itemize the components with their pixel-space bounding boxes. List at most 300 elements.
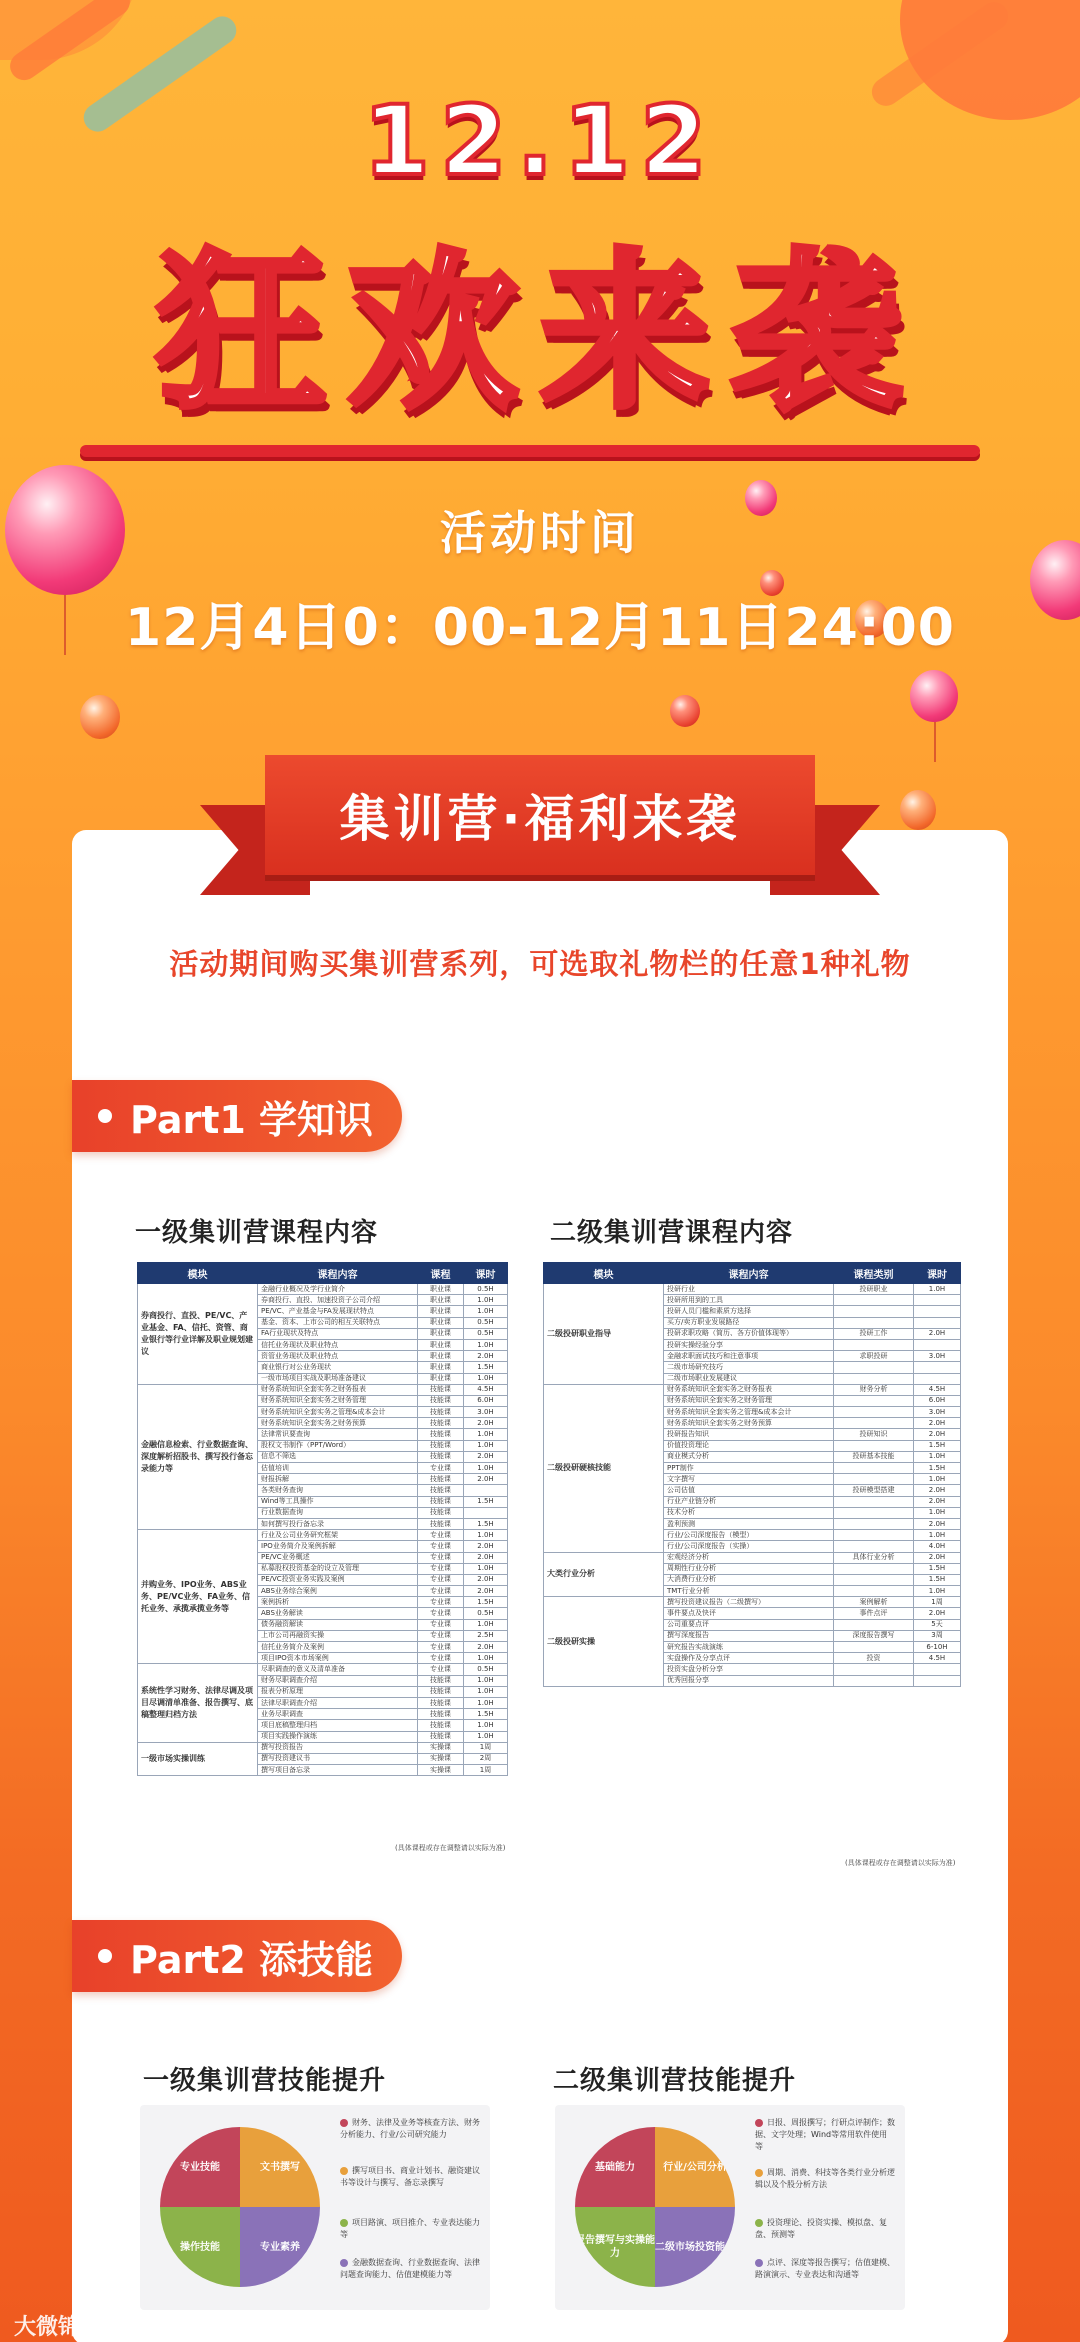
course-content-cell: 项目IPO资本市场案例 — [258, 1653, 418, 1664]
course-hours-cell: 0.5H — [464, 1608, 508, 1619]
course-content-cell: 信托业务简介及案例 — [258, 1642, 418, 1653]
course-content-cell: 行业数据查询 — [258, 1507, 418, 1518]
course-hours-cell: 2.0H — [464, 1451, 508, 1462]
skill-description: 日报、周报撰写；行研点评制作；数据、文字处理；Wind等常用软件使用等 — [755, 2118, 895, 2151]
course-content-cell: 研究报告实战演练 — [664, 1642, 834, 1653]
level2-course-title: 二级集训营课程内容 — [550, 1218, 794, 1248]
course-type-cell: 技能课 — [418, 1731, 464, 1742]
level1-skill-title: 一级集训营技能提升 — [143, 2066, 387, 2096]
skill-description: 周期、消费、科技等各类行业分析逻辑以及个股分析方法 — [755, 2168, 895, 2189]
level1-course-table — [137, 1262, 508, 1776]
course-hours-cell — [914, 1373, 961, 1384]
course-content-cell: 技术分析 — [664, 1507, 834, 1518]
course-type-cell: 实操课 — [418, 1765, 464, 1776]
course-content-cell: 财务系统知识全套实务之财务报表 — [664, 1384, 834, 1395]
course-hours-cell: 1.0H — [914, 1474, 961, 1485]
part1-tab-label: Part1 学知识 — [130, 1097, 374, 1142]
table-header: 课时 — [914, 1263, 961, 1284]
course-hours-cell — [914, 1339, 961, 1350]
course-type-cell: 职业课 — [418, 1284, 464, 1295]
bullet-dot — [98, 1949, 112, 1963]
course-hours-cell: 2.0H — [914, 1418, 961, 1429]
level1-course-title: 一级集训营课程内容 — [135, 1218, 379, 1248]
course-content-cell: 债务融资解读 — [258, 1619, 418, 1630]
course-content-cell: 估值培训 — [258, 1463, 418, 1474]
course-hours-cell: 1.0H — [464, 1440, 508, 1451]
course-type-cell — [834, 1586, 914, 1597]
course-hours-cell: 1.0H — [464, 1463, 508, 1474]
course-type-cell: 技能课 — [418, 1474, 464, 1485]
course-content-cell: 财务系统知识全套实务之管理&成本会计 — [664, 1407, 834, 1418]
ribbon-banner — [0, 745, 1080, 915]
skill-description: 点评、深度等报告撰写；估值建模、路演演示、专业表达和沟通等 — [755, 2258, 895, 2279]
course-hours-cell: 0.5H — [464, 1317, 508, 1328]
course-hours-cell: 1.5H — [914, 1463, 961, 1474]
course-content-cell: 报表分析原理 — [258, 1686, 418, 1697]
course-content-cell: 投研实操经验分享 — [664, 1339, 834, 1350]
course-type-cell: 职业课 — [418, 1373, 464, 1384]
course-hours-cell: 2.0H — [464, 1541, 508, 1552]
course-hours-cell: 1.5H — [464, 1709, 508, 1720]
course-type-cell: 专业课 — [418, 1619, 464, 1630]
course-type-cell: 技能课 — [418, 1507, 464, 1518]
course-hours-cell: 1.5H — [914, 1440, 961, 1451]
course-hours-cell: 3.0H — [464, 1407, 508, 1418]
course-content-cell: 商业模式分析 — [664, 1451, 834, 1462]
course-content-cell: 私募股权投资基金的设立及管理 — [258, 1563, 418, 1574]
course-content-cell: 金融求职面试技巧和注意事项 — [664, 1351, 834, 1362]
course-type-cell: 技能课 — [418, 1440, 464, 1451]
course-hours-cell: 6.0H — [914, 1395, 961, 1406]
course-type-cell: 技能课 — [418, 1675, 464, 1686]
course-hours-cell: 2.0H — [914, 1518, 961, 1529]
course-hours-cell: 1.0H — [464, 1530, 508, 1541]
course-hours-cell: 1.0H — [464, 1295, 508, 1306]
course-content-cell: 金融行业概况及学行业简介 — [258, 1284, 418, 1295]
course-content-cell: 尽职调查的意义及清单准备 — [258, 1664, 418, 1675]
course-hours-cell — [914, 1675, 961, 1686]
course-hours-cell: 2.0H — [464, 1418, 508, 1429]
course-content-cell: 事件要点及快评 — [664, 1608, 834, 1619]
quadrant-document-writing: 文书撰写 — [240, 2127, 320, 2207]
course-type-cell: 技能课 — [418, 1429, 464, 1440]
course-hours-cell: 2.5H — [464, 1630, 508, 1641]
course-content-cell: 财务系统知识全套实务之财务管理 — [258, 1395, 418, 1406]
module-cell: 金融信息检索、行业数据查询、深度解析招股书、撰写投行备忘录能力等 — [138, 1384, 258, 1529]
course-content-cell: 行业/公司深度报告（模型） — [664, 1530, 834, 1541]
course-type-cell: 财务分析 — [834, 1384, 914, 1395]
module-cell: 二级投研职业指导 — [544, 1284, 664, 1385]
skill-description: 财务、法律及业务等核查方法、财务分析能力、行业/公司研究能力 — [340, 2118, 480, 2139]
course-type-cell: 职业课 — [418, 1362, 464, 1373]
course-hours-cell — [914, 1306, 961, 1317]
course-content-cell: 投研行业 — [664, 1284, 834, 1295]
balloon-icon — [910, 670, 958, 722]
course-type-cell: 投研职业 — [834, 1284, 914, 1295]
module-cell: 系统性学习财务、法律尽调及项目尽调清单准备、报告撰写、底稿整理归档方法 — [138, 1664, 258, 1742]
course-type-cell: 专业课 — [418, 1608, 464, 1619]
quadrant-report-writing: 报告撰写与实操能力 — [575, 2207, 655, 2287]
course-hours-cell: 1.0H — [914, 1507, 961, 1518]
title-underline — [80, 445, 980, 457]
course-type-cell — [834, 1362, 914, 1373]
course-content-cell: 宏观经济分析 — [664, 1552, 834, 1563]
course-hours-cell: 2.0H — [914, 1485, 961, 1496]
course-type-cell: 职业课 — [418, 1317, 464, 1328]
course-content-cell: 买方/卖方职业发展路径 — [664, 1317, 834, 1328]
course-type-cell — [834, 1440, 914, 1451]
course-type-cell: 专业课 — [418, 1597, 464, 1608]
course-hours-cell: 1.0H — [914, 1284, 961, 1295]
module-cell: 二级投研实操 — [544, 1597, 664, 1687]
course-content-cell: 案例拆析 — [258, 1597, 418, 1608]
course-type-cell: 专业课 — [418, 1586, 464, 1597]
course-content-cell: 财务系统知识全套实务之财务管理 — [664, 1395, 834, 1406]
course-content-cell: 法律尽职调查介绍 — [258, 1697, 418, 1708]
course-hours-cell: 5天 — [914, 1619, 961, 1630]
level2-course-table — [543, 1262, 961, 1687]
course-type-cell: 投资 — [834, 1653, 914, 1664]
course-type-cell — [834, 1474, 914, 1485]
course-hours-cell: 4.5H — [464, 1384, 508, 1395]
course-hours-cell: 1.0H — [464, 1429, 508, 1440]
course-hours-cell: 1.5H — [914, 1574, 961, 1585]
quadrant-professional-quality: 专业素养 — [240, 2207, 320, 2287]
course-hours-cell: 6.0H — [464, 1395, 508, 1406]
course-content-cell: 投研报告知识 — [664, 1429, 834, 1440]
course-hours-cell: 4.5H — [914, 1384, 961, 1395]
quadrant-basic-ability: 基础能力 — [575, 2127, 655, 2207]
course-type-cell — [834, 1496, 914, 1507]
quadrant-operation-skill: 操作技能 — [160, 2207, 240, 2287]
course-type-cell: 技能课 — [418, 1395, 464, 1406]
course-hours-cell: 2.0H — [464, 1586, 508, 1597]
course-hours-cell: 1.0H — [464, 1720, 508, 1731]
main-title: 狂欢来袭 — [155, 234, 924, 432]
table-header: 模块 — [544, 1263, 664, 1284]
course-content-cell: 财务系统知识全套实务之管理&成本会计 — [258, 1407, 418, 1418]
course-type-cell: 投研知识 — [834, 1429, 914, 1440]
table-row — [544, 1384, 961, 1395]
course-hours-cell: 4.5H — [914, 1653, 961, 1664]
balloon-icon — [670, 695, 700, 727]
course-type-cell — [834, 1295, 914, 1306]
course-type-cell: 技能课 — [418, 1418, 464, 1429]
course-content-cell: 大消费行业分析 — [664, 1574, 834, 1585]
course-type-cell: 专业课 — [418, 1664, 464, 1675]
course-hours-cell: 2.0H — [464, 1474, 508, 1485]
course-type-cell: 具体行业分析 — [834, 1552, 914, 1563]
table-header: 模块 — [138, 1263, 258, 1284]
course-type-cell: 专业课 — [418, 1552, 464, 1563]
course-hours-cell: 1.0H — [914, 1451, 961, 1462]
course-hours-cell: 2.0H — [914, 1429, 961, 1440]
course-content-cell: 如何撰写投行备忘录 — [258, 1518, 418, 1529]
course-type-cell — [834, 1507, 914, 1518]
table-note: (具体课程或存在调整请以实际为准) — [395, 1844, 506, 1852]
ribbon-title: 集训营·福利来袭 — [265, 755, 815, 875]
course-hours-cell: 4.0H — [914, 1541, 961, 1552]
module-cell: 大类行业分析 — [544, 1552, 664, 1597]
course-hours-cell: 2.0H — [914, 1552, 961, 1563]
course-hours-cell: 2周 — [464, 1753, 508, 1764]
course-hours-cell: 1.0H — [464, 1697, 508, 1708]
course-content-cell: 信息不筛选 — [258, 1451, 418, 1462]
quadrant-secondary-investment: 二级市场投资能力 — [655, 2207, 735, 2287]
level1-skill-diagram — [140, 2105, 490, 2310]
course-type-cell: 技能课 — [418, 1518, 464, 1529]
course-type-cell: 专业课 — [418, 1530, 464, 1541]
module-cell: 二级投研硬核技能 — [544, 1384, 664, 1552]
course-hours-cell: 1.5H — [464, 1597, 508, 1608]
table-row — [544, 1597, 961, 1608]
course-type-cell: 技能课 — [418, 1697, 464, 1708]
course-hours-cell: 1.0H — [914, 1586, 961, 1597]
course-type-cell: 专业课 — [418, 1653, 464, 1664]
course-type-cell: 技能课 — [418, 1384, 464, 1395]
course-content-cell: ABS业务解读 — [258, 1608, 418, 1619]
course-hours-cell — [464, 1485, 508, 1496]
course-type-cell: 专业课 — [418, 1463, 464, 1474]
course-content-cell: 投资实盘分析分享 — [664, 1664, 834, 1675]
course-content-cell: 信托业务现状及职业特点 — [258, 1339, 418, 1350]
table-row — [138, 1664, 508, 1675]
course-content-cell: 实盘操作及分享点评 — [664, 1653, 834, 1664]
part2-tab — [72, 1920, 402, 1992]
course-type-cell — [834, 1541, 914, 1552]
course-type-cell: 专业课 — [418, 1630, 464, 1641]
module-cell: 并购业务、IPO业务、ABS业务、PE/VC业务、FA业务、信托业务、承揽承揽业务等 — [138, 1530, 258, 1664]
course-hours-cell: 2.0H — [914, 1328, 961, 1339]
skill-pie — [575, 2127, 735, 2287]
course-type-cell: 技能课 — [418, 1496, 464, 1507]
course-content-cell: 项目实践操作演练 — [258, 1731, 418, 1742]
course-content-cell: 业务尽职调查 — [258, 1709, 418, 1720]
course-hours-cell: 1周 — [914, 1597, 961, 1608]
course-content-cell: 行业及公司业务研究框架 — [258, 1530, 418, 1541]
part2-tab-label: Part2 添技能 — [130, 1937, 374, 1982]
course-content-cell: 资管业务现状及职业特点 — [258, 1351, 418, 1362]
course-type-cell — [834, 1418, 914, 1429]
course-content-cell: 财务系统知识全套实务之财务预算 — [258, 1418, 418, 1429]
course-type-cell: 专业课 — [418, 1574, 464, 1585]
table-header: 课程 — [418, 1263, 464, 1284]
course-hours-cell: 1周 — [464, 1742, 508, 1753]
course-type-cell: 职业课 — [418, 1295, 464, 1306]
course-type-cell — [834, 1619, 914, 1630]
course-hours-cell: 0.5H — [464, 1328, 508, 1339]
course-content-cell: PE/VC、产业基金与FA发展现状特点 — [258, 1306, 418, 1317]
event-time-label: 活动时间 — [440, 506, 640, 560]
course-content-cell: PPT制作 — [664, 1463, 834, 1474]
course-hours-cell: 0.5H — [464, 1664, 508, 1675]
course-content-cell: 项目底稿整理归档 — [258, 1720, 418, 1731]
course-hours-cell: 1.0H — [464, 1306, 508, 1317]
quadrant-industry-analysis: 行业/公司分析 — [655, 2127, 735, 2207]
course-hours-cell: 0.5H — [464, 1284, 508, 1295]
course-content-cell: 财务尽职调查介绍 — [258, 1675, 418, 1686]
course-hours-cell: 1.0H — [464, 1731, 508, 1742]
course-type-cell: 职业课 — [418, 1339, 464, 1350]
course-hours-cell: 1.5H — [464, 1518, 508, 1529]
course-content-cell: 财务系统知识全套实务之财务报表 — [258, 1384, 418, 1395]
table-header: 课程类别 — [834, 1263, 914, 1284]
course-type-cell — [834, 1675, 914, 1686]
table-header: 课程内容 — [258, 1263, 418, 1284]
course-type-cell — [834, 1530, 914, 1541]
course-content-cell: 撰写深度报告 — [664, 1630, 834, 1641]
course-type-cell: 职业课 — [418, 1351, 464, 1362]
quadrant-professional-skill: 专业技能 — [160, 2127, 240, 2207]
course-type-cell: 技能课 — [418, 1407, 464, 1418]
course-type-cell: 实操课 — [418, 1753, 464, 1764]
course-hours-cell: 3.0H — [914, 1407, 961, 1418]
course-type-cell — [834, 1518, 914, 1529]
course-type-cell: 案例解析 — [834, 1597, 914, 1608]
skill-description: 撰写项目书、商业计划书、融资建议书等设计与撰写、备忘录撰写 — [340, 2166, 480, 2187]
course-type-cell: 专业课 — [418, 1642, 464, 1653]
course-hours-cell: 1周 — [464, 1765, 508, 1776]
course-hours-cell — [914, 1295, 961, 1306]
course-hours-cell — [914, 1362, 961, 1373]
skill-description: 金融数据查询、行业数据查询、法律问题查询能力、估值建模能力等 — [340, 2258, 480, 2279]
course-content-cell: FA行业现状及特点 — [258, 1328, 418, 1339]
table-row — [544, 1552, 961, 1563]
course-content-cell: 基金、资本、上市公司的相互关联特点 — [258, 1317, 418, 1328]
course-hours-cell — [464, 1507, 508, 1518]
course-type-cell: 事件点评 — [834, 1608, 914, 1619]
course-content-cell: 各类财务查询 — [258, 1485, 418, 1496]
skill-description: 投资理论、投资实操、模拟盘、复盘、预测等 — [755, 2218, 887, 2239]
course-content-cell: Wind等工具操作 — [258, 1496, 418, 1507]
balloon-icon — [80, 695, 120, 739]
course-hours-cell: 1.5H — [464, 1496, 508, 1507]
course-content-cell: 投研人员门槛和素质方选择 — [664, 1306, 834, 1317]
course-type-cell: 技能课 — [418, 1485, 464, 1496]
table-row — [138, 1530, 508, 1541]
course-content-cell: 行业产业链分析 — [664, 1496, 834, 1507]
part1-tab — [72, 1080, 402, 1152]
course-content-cell: 商业银行对公业务现状 — [258, 1362, 418, 1373]
course-type-cell: 求职投研 — [834, 1351, 914, 1362]
course-type-cell: 投研工作 — [834, 1328, 914, 1339]
table-note: (具体课程或存在调整请以实际为准) — [845, 1859, 956, 1867]
table-header: 课时 — [464, 1263, 508, 1284]
course-content-cell: 一级市场项目实战及职场准备建议 — [258, 1373, 418, 1384]
course-type-cell: 实操课 — [418, 1742, 464, 1753]
course-type-cell: 技能课 — [418, 1709, 464, 1720]
course-type-cell: 专业课 — [418, 1541, 464, 1552]
course-type-cell — [834, 1407, 914, 1418]
course-hours-cell — [914, 1317, 961, 1328]
course-type-cell — [834, 1664, 914, 1675]
table-row — [544, 1284, 961, 1295]
level2-skill-title: 二级集训营技能提升 — [553, 2066, 797, 2096]
promo-intro-text: 活动期间购买集训营系列，可选取礼物栏的任意1种礼物 — [169, 947, 911, 981]
table-row — [138, 1284, 508, 1295]
course-hours-cell: 1.0H — [464, 1563, 508, 1574]
course-type-cell: 专业课 — [418, 1563, 464, 1574]
table-row — [138, 1384, 508, 1395]
course-hours-cell: 3.0H — [914, 1351, 961, 1362]
course-type-cell: 职业课 — [418, 1306, 464, 1317]
course-content-cell: 盈利预测 — [664, 1518, 834, 1529]
course-type-cell — [834, 1306, 914, 1317]
bullet-dot — [98, 1109, 112, 1123]
course-type-cell: 技能课 — [418, 1451, 464, 1462]
course-hours-cell: 2.0H — [464, 1574, 508, 1585]
watermark-logo: 大微锦囊 — [14, 2315, 103, 2340]
course-content-cell: 价值投资理论 — [664, 1440, 834, 1451]
course-content-cell: 公司重要点评 — [664, 1619, 834, 1630]
course-hours-cell: 1.0H — [464, 1686, 508, 1697]
course-content-cell: 撰写投资建议书 — [258, 1753, 418, 1764]
module-cell: 一级市场实操训练 — [138, 1742, 258, 1776]
course-type-cell: 深度报告撰写 — [834, 1630, 914, 1641]
course-content-cell: 周期性行业分析 — [664, 1563, 834, 1574]
course-content-cell: 优秀回报分享 — [664, 1675, 834, 1686]
course-content-cell: 二级市场职业发展建议 — [664, 1373, 834, 1384]
course-hours-cell: 1.0H — [464, 1339, 508, 1350]
course-type-cell — [834, 1574, 914, 1585]
course-content-cell: 财报拆解 — [258, 1474, 418, 1485]
course-hours-cell — [914, 1664, 961, 1675]
course-content-cell: IPO业务简介及案例拆解 — [258, 1541, 418, 1552]
course-type-cell: 技能课 — [418, 1720, 464, 1731]
course-hours-cell: 1.0H — [464, 1619, 508, 1630]
course-hours-cell: 6-10H — [914, 1642, 961, 1653]
course-content-cell: 法律常识要查询 — [258, 1429, 418, 1440]
course-hours-cell: 1.0H — [464, 1653, 508, 1664]
course-hours-cell: 1.0H — [464, 1675, 508, 1686]
course-content-cell: 撰写投资建议报告（二级撰写） — [664, 1597, 834, 1608]
skill-pie — [160, 2127, 320, 2287]
course-type-cell — [834, 1317, 914, 1328]
course-hours-cell: 2.0H — [464, 1351, 508, 1362]
course-type-cell — [834, 1642, 914, 1653]
course-type-cell — [834, 1563, 914, 1574]
course-content-cell: PE/VC投资业务实践及案例 — [258, 1574, 418, 1585]
course-content-cell: TMT行业分析 — [664, 1586, 834, 1597]
course-content-cell: 券商投行、直投、加速投资子公司介绍 — [258, 1295, 418, 1306]
course-hours-cell: 2.0H — [914, 1496, 961, 1507]
course-hours-cell: 2.0H — [464, 1552, 508, 1563]
course-type-cell — [834, 1373, 914, 1384]
level2-skill-diagram — [555, 2105, 905, 2310]
course-type-cell — [834, 1339, 914, 1350]
module-cell: 券商投行、直投、PE/VC、产业基金、FA、信托、资管、商业银行等行业详解及职业规划建议 — [138, 1284, 258, 1385]
course-hours-cell: 3周 — [914, 1630, 961, 1641]
course-content-cell: 撰写投资报告 — [258, 1742, 418, 1753]
course-content-cell: 行业/公司深度报告（实操） — [664, 1541, 834, 1552]
course-type-cell — [834, 1463, 914, 1474]
course-content-cell: 二级市场研究技巧 — [664, 1362, 834, 1373]
course-content-cell: 投研所用到的工具 — [664, 1295, 834, 1306]
table-row — [138, 1742, 508, 1753]
course-hours-cell: 1.0H — [914, 1530, 961, 1541]
course-content-cell: ABS业务综合案例 — [258, 1586, 418, 1597]
course-hours-cell: 1.5H — [464, 1362, 508, 1373]
course-type-cell: 职业课 — [418, 1328, 464, 1339]
course-content-cell: 财务系统知识全套实务之财务预算 — [664, 1418, 834, 1429]
course-type-cell — [834, 1395, 914, 1406]
course-hours-cell: 2.0H — [464, 1642, 508, 1653]
course-content-cell: 投研求职攻略（简历、各方价值体现等） — [664, 1328, 834, 1339]
course-content-cell: 上市公司再融资实操 — [258, 1630, 418, 1641]
course-content-cell: 公司估值 — [664, 1485, 834, 1496]
course-hours-cell: 2.0H — [914, 1608, 961, 1619]
course-content-cell: PE/VC业务概述 — [258, 1552, 418, 1563]
